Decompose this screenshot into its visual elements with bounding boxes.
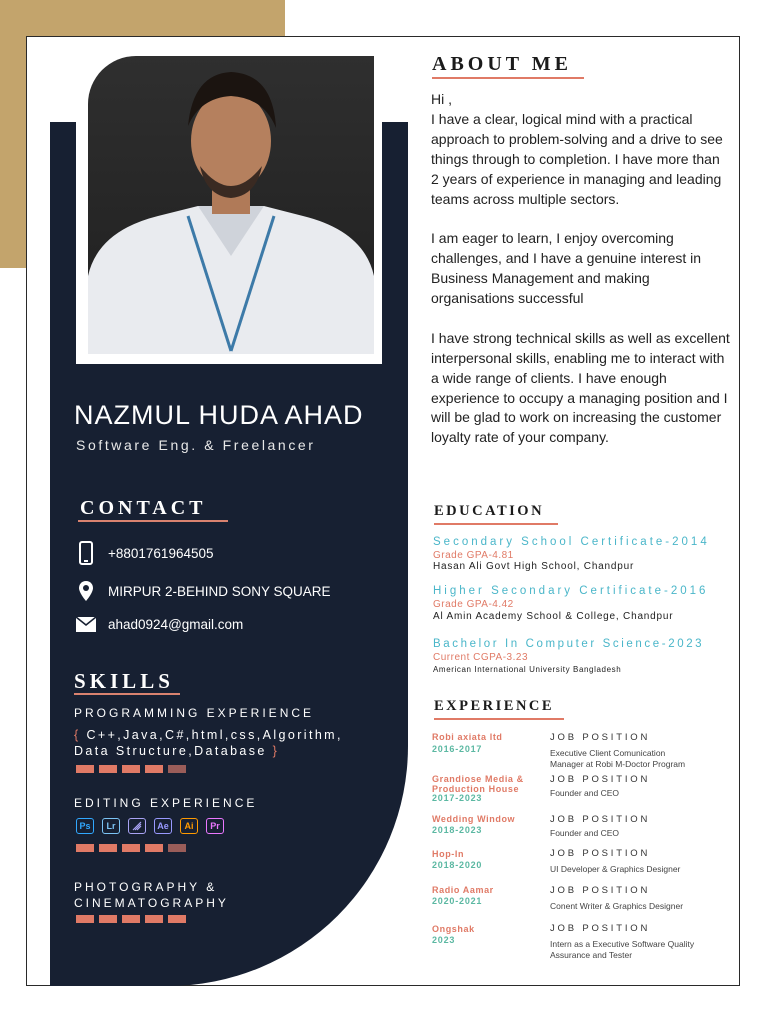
- photography-level-bar: [76, 915, 186, 923]
- experience-years-3: 2018-2023: [432, 825, 483, 835]
- programming-level-bar: [76, 765, 186, 773]
- skill-level-segment: [145, 765, 163, 773]
- experience-position-label-6: JOB POSITION: [550, 923, 651, 934]
- phone-icon: [76, 540, 96, 566]
- experience-company-1: Robi axiata ltd: [432, 732, 503, 742]
- programming-line-2: [74, 743, 279, 759]
- illustrator-icon: Ai: [180, 818, 198, 834]
- experience-years-6: 2023: [432, 935, 456, 945]
- experience-underline: [434, 718, 564, 720]
- lightroom-icon: Lr: [102, 818, 120, 834]
- contact-underline: [78, 520, 228, 522]
- skill-level-segment: [99, 915, 117, 923]
- experience-role-6: Intern as a Executive Software Quality Assurance and Tester: [550, 939, 695, 960]
- programming-heading: PROGRAMMING EXPERIENCE: [74, 706, 315, 720]
- contact-phone[interactable]: +8801761964505: [108, 545, 214, 561]
- after-effects-icon: Ae: [154, 818, 172, 834]
- education-grade-2: Grade GPA-4.42: [433, 599, 514, 610]
- experience-years-2: 2017-2023: [432, 793, 483, 803]
- skill-level-segment: [168, 915, 186, 923]
- education-grade-1: Grade GPA-4.81: [433, 550, 514, 561]
- brace-close: }: [272, 744, 280, 758]
- education-school-1: Hasan Ali Govt High School, Chandpur: [433, 561, 635, 572]
- photography-heading-1: PHOTOGRAPHY &: [74, 880, 218, 894]
- skill-level-segment: [122, 915, 140, 923]
- photoshop-icon: Ps: [76, 818, 94, 834]
- experience-company-4: Hop-In: [432, 849, 465, 859]
- skill-level-segment: [168, 844, 186, 852]
- skills-underline: [74, 693, 180, 695]
- education-school-3: American International University Bangladesh: [433, 665, 622, 674]
- experience-years-4: 2018-2020: [432, 860, 483, 870]
- experience-position-label-2: JOB POSITION: [550, 774, 651, 785]
- brace-open: {: [74, 728, 81, 742]
- skill-level-segment: [76, 765, 94, 773]
- editing-heading: EDITING EXPERIENCE: [74, 796, 258, 810]
- experience-heading: EXPERIENCE: [434, 698, 555, 714]
- experience-role-1: Executive Client Comunication Manager at Robi M-Doctor Program: [550, 748, 686, 769]
- about-paragraph-2: I am eager to learn, I enjoy overcoming challenges, and I have a genuine interest in Business Management and making organisations successful: [431, 230, 702, 307]
- editing-apps: [76, 818, 224, 834]
- premiere-pro-icon: Pr: [206, 818, 224, 834]
- experience-years-5: 2020-2021: [432, 896, 483, 906]
- experience-role-2: Founder and CEO: [550, 788, 619, 798]
- experience-position-label-1: JOB POSITION: [550, 732, 651, 743]
- education-title-1: Secondary School Certificate-2014: [433, 536, 710, 548]
- skill-level-segment: [76, 844, 94, 852]
- programming-skills-2: Data Structure,Database: [74, 744, 267, 758]
- editing-level-bar: [76, 844, 186, 852]
- contact-phone-row: [76, 540, 214, 566]
- education-heading: EDUCATION: [434, 503, 545, 519]
- email-icon: [76, 611, 96, 637]
- photography-heading-2: CINEMATOGRAPHY: [74, 896, 229, 910]
- premiere-rush-icon: [128, 818, 146, 834]
- experience-company-3: Wedding Window: [432, 814, 516, 824]
- skill-level-segment: [122, 765, 140, 773]
- education-title-2: Higher Secondary Certificate-2016: [433, 585, 709, 597]
- contact-email[interactable]: ahad0924@gmail.com: [108, 616, 244, 632]
- experience-company-5: Radio Aamar: [432, 885, 494, 895]
- about-heading: ABOUT ME: [432, 53, 572, 75]
- experience-company-6: Ongshak: [432, 924, 475, 934]
- education-underline: [434, 523, 558, 525]
- education-title-3: Bachelor In Computer Science-2023: [433, 638, 705, 650]
- programming-line-1: [74, 727, 343, 743]
- education-grade-3: Current CGPA-3.23: [433, 652, 529, 663]
- contact-address-row: [76, 578, 331, 604]
- skill-level-segment: [168, 765, 186, 773]
- profile-photo: [88, 56, 374, 354]
- experience-position-label-4: JOB POSITION: [550, 848, 651, 859]
- skill-level-segment: [145, 915, 163, 923]
- experience-years-1: 2016-2017: [432, 744, 483, 754]
- skill-level-segment: [99, 844, 117, 852]
- about-text: [431, 90, 731, 468]
- programming-skills-1: C++,Java,C#,html,css,Algorithm,: [86, 728, 343, 742]
- about-paragraph-3: I have strong technical skills as well as excellent interpersonal skills, enabling me to interact with a wide range of clients. I have enough experience to occupy a managing position and I will be glad to work on increasing the customer loyalty rate of your company.: [431, 329, 730, 446]
- contact-address: MIRPUR 2-BEHIND SONY SQUARE: [108, 583, 331, 599]
- experience-position-label-5: JOB POSITION: [550, 885, 651, 896]
- experience-role-3: Founder and CEO: [550, 828, 619, 838]
- experience-role-5: Conent Writer & Graphics Designer: [550, 901, 684, 911]
- profile-title: Software Eng. & Freelancer: [76, 437, 316, 453]
- skill-level-segment: [122, 844, 140, 852]
- skill-level-segment: [99, 765, 117, 773]
- experience-role-4: UI Developer & Graphics Designer: [550, 864, 681, 874]
- skills-heading: SKILLS: [74, 669, 174, 693]
- about-greeting: Hi ,: [431, 91, 452, 107]
- about-paragraph-1: I have a clear, logical mind with a practical approach to problem-solving and a drive to see things through to completion. I have more than 2 years of experience in managing and leading teams across multiple sectors.: [431, 110, 723, 207]
- contact-email-row: [76, 611, 243, 637]
- experience-position-label-3: JOB POSITION: [550, 814, 651, 825]
- experience-company-2: Grandiose Media & Production House: [432, 774, 524, 794]
- skill-level-segment: [76, 915, 94, 923]
- education-school-2: Al Amin Academy School & College, Chandpur: [433, 611, 674, 622]
- location-pin-icon: [76, 578, 96, 604]
- skill-level-segment: [145, 844, 163, 852]
- contact-heading: CONTACT: [80, 497, 207, 519]
- about-underline: [432, 77, 584, 79]
- profile-name: NAZMUL HUDA AHAD: [74, 400, 364, 430]
